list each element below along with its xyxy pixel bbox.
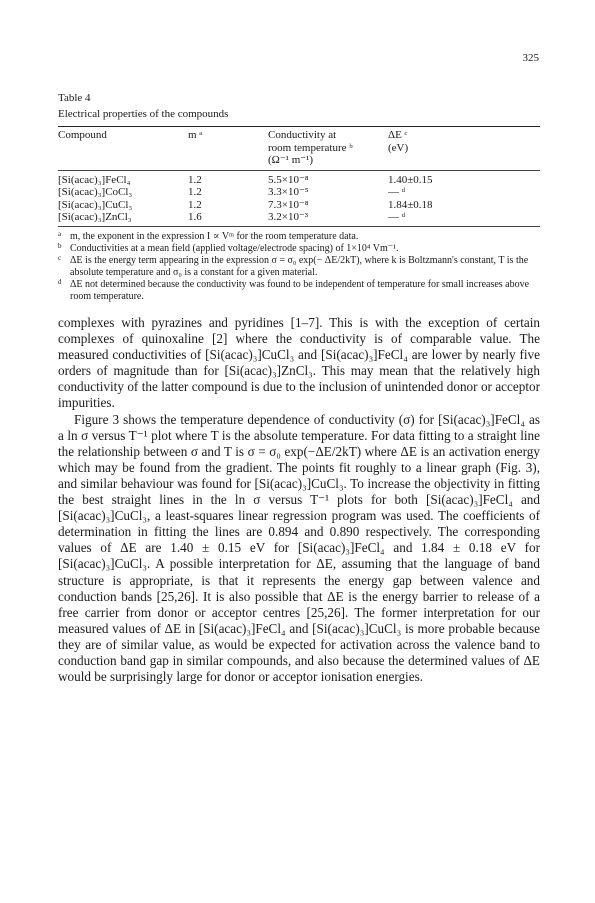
footnote-text: ΔE not determined because the conductivity was found to be independent of temperature for small increases above room temperature. xyxy=(70,278,530,302)
cell-conductivity: 5.5×10⁻⁸ xyxy=(268,173,309,186)
page-number: 325 xyxy=(522,52,539,64)
body-paragraph: complexes with pyrazines and pyridines [1–7]. This is with the exception of certain complexes of quinoxaline [2] where the conductivity is of comparable value. The measured conductivities of [Si(acac)₃]CuCl₃ and [Si(acac)₃]FeCl₄ are lower by nearly five orders of magnitude than for [Si(acac)₃]ZnCl₃. This may mean that the relatively high conductivity of the latter compound is due to the inclusion of unintended donor or acceptor impurities. xyxy=(58,315,540,411)
footnote xyxy=(58,279,540,303)
footnote-mark: b xyxy=(58,241,62,250)
footnote-text: Conductivities at a mean field (applied voltage/electrode spacing) of 1×10⁴ Vm⁻¹. xyxy=(70,242,399,254)
header-m: m ᵃ xyxy=(188,129,203,141)
header-conductivity-line3: (Ω⁻¹ m⁻¹) xyxy=(268,154,314,166)
cell-delta-e: 1.40±0.15 xyxy=(388,173,433,186)
footnote-mark: d xyxy=(58,277,62,286)
cell-delta-e: 1.84±0.18 xyxy=(388,198,433,211)
footnote xyxy=(58,255,540,279)
cell-m: 1.2 xyxy=(188,186,202,198)
footnote-mark: a xyxy=(58,229,62,238)
cell-m: 1.6 xyxy=(188,211,202,223)
table-row xyxy=(58,199,540,212)
cell-m: 1.2 xyxy=(188,198,202,211)
table-row xyxy=(58,211,540,226)
properties-table-block xyxy=(58,92,540,303)
footnote-text: ΔE is the energy term appearing in the expression σ = σ₀ exp(− ΔE/2kT), where k is Boltzmann's constant, T is the absolute temperature and σ₀ is a constant for a given material. xyxy=(70,254,529,278)
body-text xyxy=(58,315,540,685)
header-conductivity-line2: room temperature ᵇ xyxy=(268,141,353,154)
header-conductivity xyxy=(268,127,388,170)
body-paragraph: Figure 3 shows the temperature dependence of conductivity (σ) for [Si(acac)₃]FeCl₄ as a ln σ versus T⁻¹ plot where T is the absolute temperature. For data fitting to a straight line the relationship between σ and T is σ = σ₀ exp(−ΔE/2kT) where ΔE is an activation energy which may be found from the gradient. The points fit roughly to a linear graph (Fig. 3), and similar behaviour was found for [Si(acac)₃]CuCl₃. To increase the objectivity in fitting the best straight lines in the ln σ versus T⁻¹ plots for both [Si(acac)₃]FeCl₄ and [Si(acac)₃]CuCl₃, a least-squares linear regression program was used. The coefficients of determination in fitting the lines are 0.894 and 0.890 respectively. The corresponding values of ΔE are 1.40 ± 0.15 eV for [Si(acac)₃]FeCl₄ and 1.84 ± 0.18 eV for [Si(acac)₃]CuCl₃. A possible interpretation for ΔE, assuming that the language of band structure is appropriate, is that it represents the energy gap between valence and conduction bands [25,26]. It is also possible that ΔE is the energy barrier to release of a free carrier from donor or acceptor centres [25,26]. The former interpretation for our measured values of ΔE in [Si(acac)₃]FeCl₄ and [Si(acac)₃]CuCl₃ is more probable because they are of similar value, as would be expected for activation across the valence band to conduction band gap in similar compounds, and also because the determined values of ΔE would be surprisingly large for donor or acceptor ionisation energies. xyxy=(58,411,540,685)
table-bottom-rule xyxy=(58,226,540,227)
table-header-row xyxy=(58,127,540,170)
cell-delta-e: — ᵈ xyxy=(388,211,406,223)
footnote xyxy=(58,243,540,255)
properties-table xyxy=(58,127,540,226)
footnote-text: m, the exponent in the expression I ∝ Vᵐ for the room temperature data. xyxy=(70,230,359,242)
table-row xyxy=(58,186,540,199)
table-footnotes xyxy=(58,231,540,303)
cell-conductivity: 3.2×10⁻³ xyxy=(268,211,309,223)
header-delta-e xyxy=(388,127,540,170)
table-title: Electrical properties of the compounds xyxy=(58,108,229,120)
table-row xyxy=(58,171,540,187)
header-delta-e-line1: ΔE ᶜ xyxy=(388,129,408,141)
cell-conductivity: 3.3×10⁻⁵ xyxy=(268,186,309,198)
footnote xyxy=(58,231,540,243)
table-caption: Table 4 xyxy=(58,92,91,104)
cell-conductivity: 7.3×10⁻⁸ xyxy=(268,198,309,211)
header-conductivity-line1: Conductivity at xyxy=(268,129,337,141)
cell-m: 1.2 xyxy=(188,173,202,186)
header-compound: Compound xyxy=(58,129,107,141)
cell-delta-e: — ᵈ xyxy=(388,186,406,198)
cell-compound: [Si(acac)₃]CuCl₃ xyxy=(58,198,133,211)
cell-compound: [Si(acac)₃]FeCl₄ xyxy=(58,173,131,186)
footnote-mark: c xyxy=(58,253,62,262)
cell-compound: [Si(acac)₃]ZnCl₃ xyxy=(58,211,132,223)
header-delta-e-line2: (eV) xyxy=(388,141,409,154)
cell-compound: [Si(acac)₃]CoCl₃ xyxy=(58,186,133,198)
